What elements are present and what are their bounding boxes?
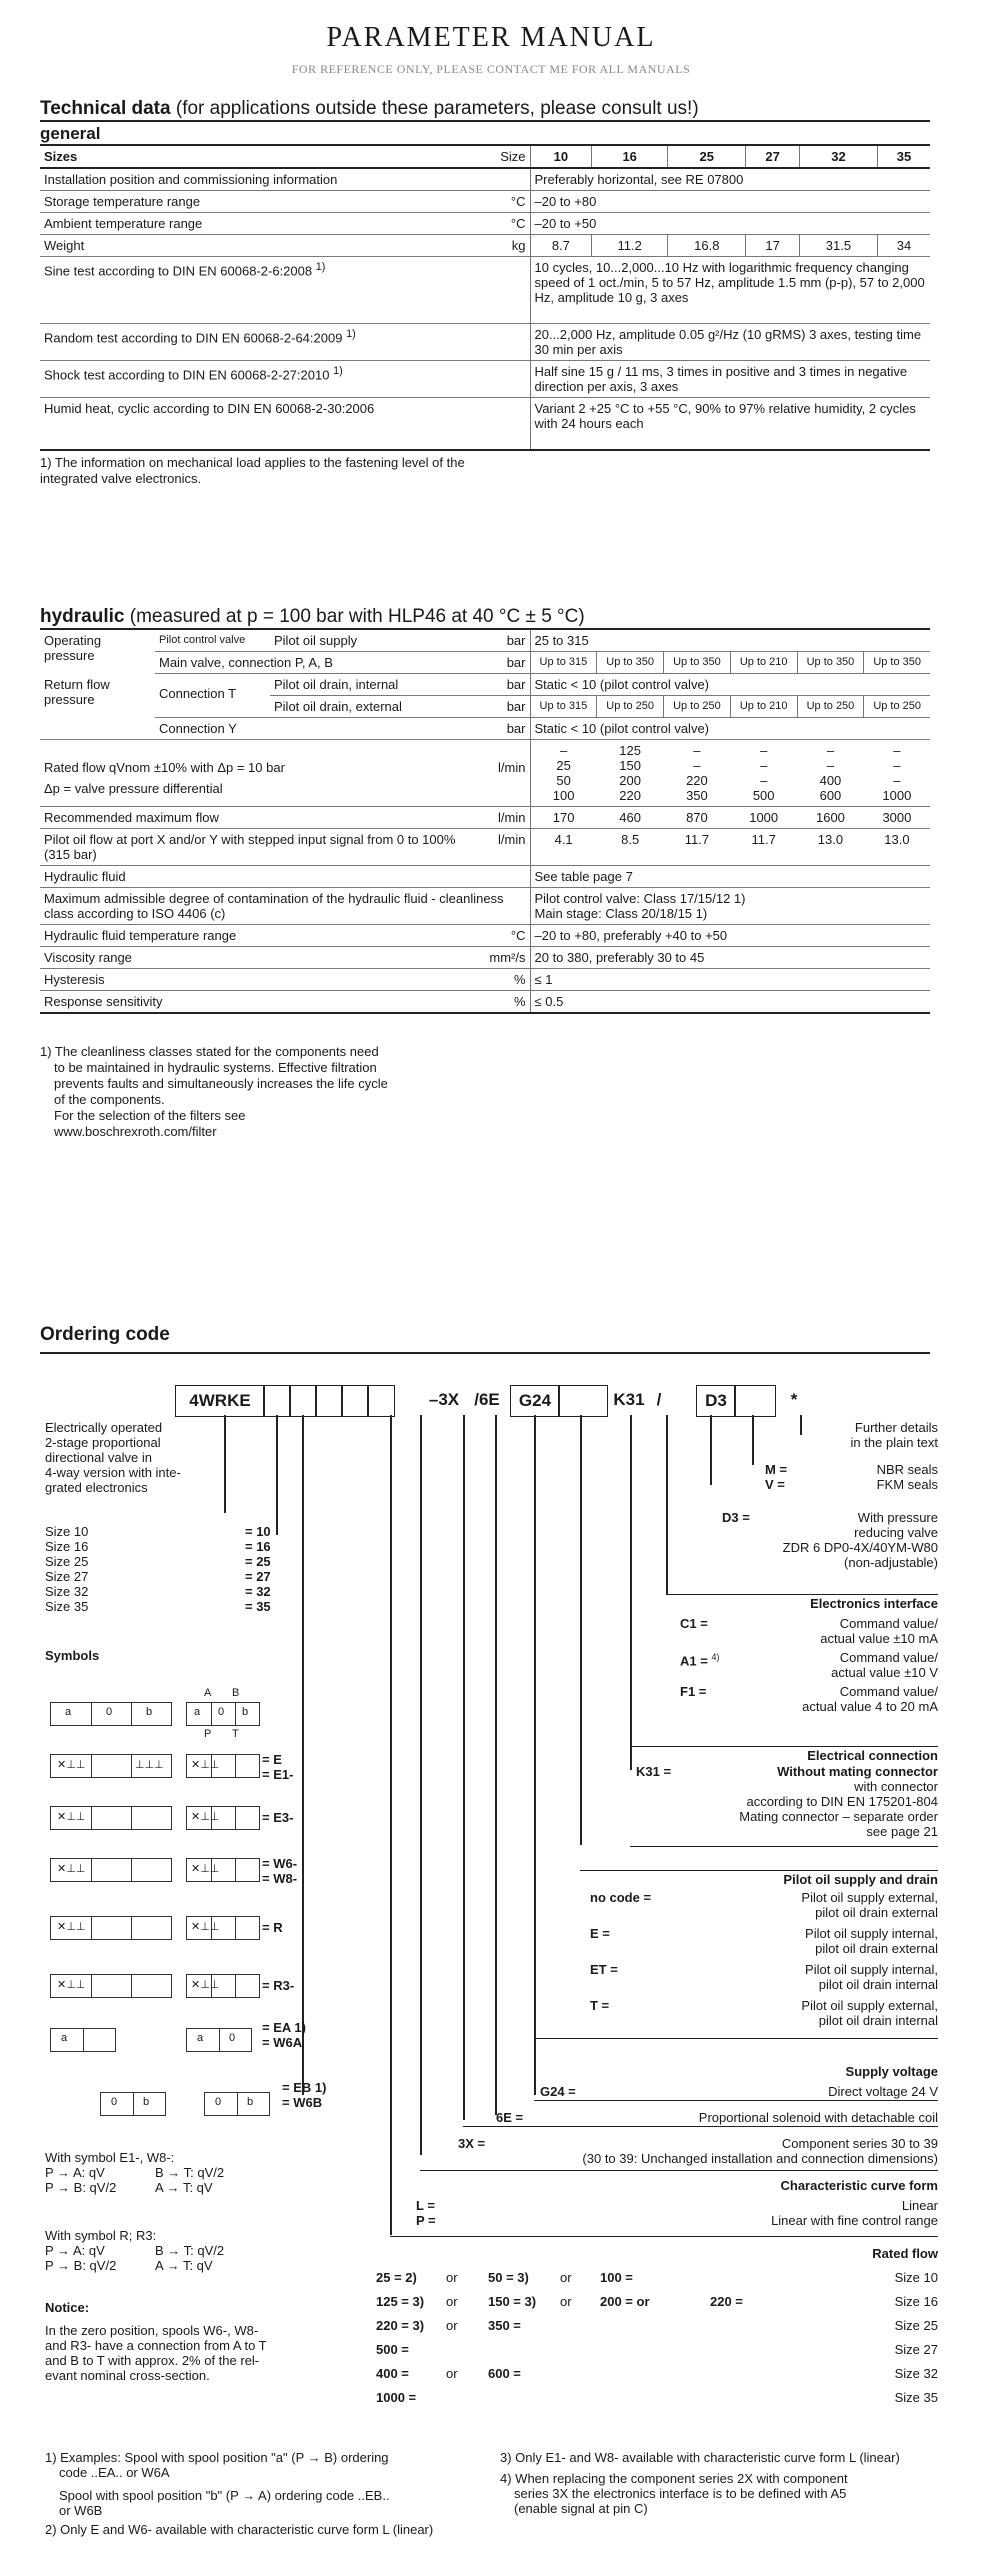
rated-flow-table [376,2270,938,2414]
list-item: 1000 = Size 35 [376,2390,938,2405]
table-row: Main valve, connection P, A, B bar Up to 315 Up to 350 Up to 350 Up to 210 Up to 350 Up to 350 [40,652,930,674]
6e-option: 6E = Proportional solenoid with detachable coil [496,2110,938,2125]
divider [40,1352,930,1354]
ordering-title: Ordering code [40,1324,170,1345]
page-title: PARAMETER MANUAL [326,22,656,53]
divider [630,1746,938,1747]
seal-options: M = NBR seals V = FKM seals [765,1462,938,1492]
connector-line [390,1415,392,2235]
valve-symbol-icon: a 0 b [186,1702,260,1726]
valve-description: Electrically operated 2-stage proportional directional valve in 4-way version with inte- grated electronics [45,1420,181,1495]
hydraulic-footnote: 1) The cleanliness classes stated for the components need to be maintained in hydraulic systems. Effective filtration prevents faults and simultaneously increases the life cycle of the components. For the selection of the filters see www.boschrexroth.com/filter [40,1044,388,1139]
code-box: G24 [510,1385,560,1417]
divider [390,2236,938,2237]
curve-options: L = Linear P = Linear with fine control range [416,2198,938,2228]
valve-symbol-icon: a 0 [186,2028,252,2052]
divider [420,2170,938,2171]
technical-data-title: Technical data (for applications outside these parameters, please consult us!) [40,98,930,122]
hydraulic-table [40,630,930,1014]
valve-symbol-icon: 0 b [204,2092,270,2116]
port-label: P [204,1728,212,1740]
connector-line [276,1415,278,1535]
list-item: 125 = 3) or 150 = 3) or 200 = or 220 = Size 16 [376,2294,938,2309]
code-box: D3 [696,1385,736,1417]
list-item: 25 = 2) or 50 = 3) or 100 = Size 10 [376,2270,938,2285]
port-label: B [232,1687,240,1699]
table-row: Ambient temperature range °C –20 to +50 [40,213,930,235]
symbol-code: = E = E1- [262,1752,294,1782]
3x-option: 3X = Component series 30 to 39 (30 to 39: Unchanged installation and connection dimensions) [458,2136,938,2166]
symbol-code: = EB 1) = W6B [282,2080,327,2110]
code-box: /6E [474,1390,500,1409]
notice: Notice: In the zero position, spools W6-, W8- and R3- have a connection from A to T and B to T with approx. 2% of the rel- evant nominal cross-section. [45,2300,267,2383]
rated-flow-heading: Rated flow [872,2246,938,2261]
connector-line [580,1415,582,1845]
symbol-code: = R [262,1920,283,1935]
interface-options: C1 = Command value/ actual value ±10 mA A1 = $^{4)}$ Command value/ actual value ±10 V F1 = Command value/ actual value 4 to 20 mA [680,1616,938,1714]
page-subtitle: FOR REFERENCE ONLY, PLEASE CONTACT ME FOR ALL MANUALS [291,62,691,76]
valve-symbol-icon: a [50,2028,116,2052]
code-box [289,1385,317,1417]
symbol-r-flows: With symbol R; R3: P → A: qV B → T: qV/2 P → B: qV/2 A → T: qV [45,2228,225,2273]
code-box [734,1385,776,1417]
connector-line [302,1415,304,2095]
valve-symbol-icon: ✕⊥⊥ [50,1974,172,1998]
port-label: A [204,1687,212,1699]
divider [463,2126,938,2127]
supply-heading: Supply voltage [845,2064,938,2079]
list-item: 220 = 3) or 350 = Size 25 [376,2318,938,2333]
connector-line [630,1415,632,1770]
connector-line [495,1415,497,2115]
rated-flow-row: Rated flow qVnom ±10% with Δp = 10 bar Δp = valve pressure differential l/min – 25 50 100 125 150 200 220 – – 220 350 – – – 500 – – 400 600 – – – 1000 [40,740,930,807]
pilot-heading: Pilot oil supply and drain [783,1872,938,1887]
divider [666,1594,938,1595]
table-row: Operating pressure Pilot control valve Pilot oil supply bar 25 to 315 [40,630,930,652]
symbol-code: = EA 1) = W6A [262,2020,306,2050]
electrical-connection-heading: Electrical connection [807,1748,938,1763]
valve-symbol-icon: ✕⊥⊥ [50,1858,172,1882]
footnotes-left: 1) Examples: Spool with spool position "a" (P → B) ordering code ..EA.. or W6A Spool with spool position "b" (P → A) ordering code ..EB.. or W6B 2) Only E and W6- available with characteristic curve form L (linear) [45,2450,434,2537]
port-label: T [232,1728,239,1740]
valve-symbol-icon: 0 b [100,2092,166,2116]
valve-symbol-icon: ✕⊥⊥ [186,1974,260,1998]
table-row: Storage temperature range °C –20 to +80 [40,191,930,213]
code-box: / [656,1390,662,1409]
valve-symbol-icon: ✕⊥⊥ [186,1916,260,1940]
d3-option: D3 = With pressure reducing valve ZDR 6 DP0-4X/40YM-W80 (non-adjustable) [722,1510,938,1570]
code-box [367,1385,395,1417]
table-row: Random test according to DIN EN 60068-2-64:2009 $^{1)}$ 20...2,000 Hz, amplitude 0.05 g²/Hz (10 gRMS) 3 axes, testing time 30 min per axis [40,324,930,361]
table-row: Connection Y bar Static < 10 (pilot control valve) [40,718,930,740]
footnotes-right: 3) Only E1- and W8- available with characteristic curve form L (linear) 4) When replacing the component series 2X with component series 3X the electronics interface is to be defined with A5 (enable signal at pin C) [500,2450,900,2516]
code-box [263,1385,291,1417]
valve-symbol-icon: ✕⊥⊥ [186,1858,260,1882]
table-row: Return flow pressure Connection T Pilot oil drain, internal bar Static < 10 (pilot control valve) [40,674,930,696]
table-row: Pilot oil flow at port X and/or Y with stepped input signal from 0 to 100% (315 bar) l/min 4.1 8.5 11.7 11.7 13.0 13.0 [40,829,930,866]
technical-footnote: 1) The information on mechanical load applies to the fastening level of the integrated valve electronics. [40,455,465,486]
list-item: 400 = or 600 = Size 32 [376,2366,938,2381]
code-box: K31 [613,1390,645,1409]
sizes-row: Sizes Size 10 16 25 27 32 35 [40,146,930,168]
table-row: Viscosity range mm²/s 20 to 380, preferably 30 to 45 [40,947,930,969]
table-row: Shock test according to DIN EN 60068-2-27:2010 $^{1)}$ Half sine 15 g / 11 ms, 3 times in positive and 3 times in negative direction per axis, 3 axes [40,361,930,398]
electronics-interface-heading: Electronics interface [810,1596,938,1611]
general-table [40,146,930,451]
connector-line [534,1415,536,2095]
table-row: Hydraulic fluid See table page 7 [40,866,930,888]
pilot-options: no code = Pilot oil supply external, pilot oil drain external E = Pilot oil supply internal, pilot oil drain external ET = Pilot oil supply internal, pilot oil drain internal T = Pilot oil supply external, pilot oil drain internal [590,1890,938,2028]
hydraulic-title: hydraulic (measured at p = 100 bar with HLP46 at 40 °C ± 5 °C) [40,606,930,630]
connector-line [463,1415,465,2120]
code-box: * [790,1390,798,1409]
connector-line [420,1415,422,2155]
valve-symbol-icon: ✕⊥⊥ [50,1806,172,1830]
code-box: 4WRKE [175,1385,265,1417]
table-row: Installation position and commissioning information Preferably horizontal, see RE 07800 [40,168,930,191]
valve-symbol-icon: ✕⊥⊥ ⊥⊥⊥ [50,1754,172,1778]
size-list: Size 10 = 10 Size 16 = 16 Size 25 = 25 Size 27 = 27 Size 32 = 32 Size 35 = 35 [45,1524,271,1614]
technical-data-section [40,98,930,487]
table-row: Maximum admissible degree of contamination of the hydraulic fluid - cleanliness class according to ISO 4406 (c) Pilot control valve: Class 17/15/12 1) Main stage: Class 20/18/15 1) [40,888,930,925]
symbol-code: = W6- = W8- [262,1856,298,1886]
page-header [0,22,982,77]
valve-symbol-icon: ✕⊥⊥ [186,1806,260,1830]
symbols-label: Symbols [45,1648,100,1663]
valve-symbol-icon: a 0 b [50,1702,172,1726]
table-row: Hydraulic fluid temperature range °C –20 to +80, preferably +40 to +50 [40,925,930,947]
connector-line [666,1415,668,1595]
table-row: Recommended maximum flow l/min 170 460 870 1000 1600 3000 [40,807,930,829]
hydraulic-section [40,606,930,1140]
g24-option: G24 = Direct voltage 24 V [540,2084,938,2099]
symbol-e1-flows: With symbol E1-, W8-: P → A: qV B → T: qV/2 P → B: qV/2 A → T: qV [45,2150,225,2195]
weight-row: Weight kg 8.7 11.2 16.8 17 31.5 34 [40,235,930,257]
list-item: 500 = Size 27 [376,2342,938,2357]
general-heading: general [40,124,930,146]
divider [534,2038,938,2039]
valve-symbol-icon: ✕⊥⊥ [186,1754,260,1778]
divider [630,1846,938,1847]
table-row: Sine test according to DIN EN 60068-2-6:2008 $^{1)}$ 10 cycles, 10...2,000...10 Hz with logarithmic frequency changing speed of 1 oct./min, 5 to 57 Hz, amplitude 1.5 mm (p-p), 57 to 2,000 Hz, amplitude 10 g, 3 axes [40,257,930,324]
code-box [558,1385,608,1417]
code-box [341,1385,369,1417]
table-row: Humid heat, cyclic according to DIN EN 60068-2-30:2006 Variant 2 +25 °C to +55 °C, 90% to 97% relative humidity, 2 cycles with 24 hours each [40,398,930,451]
divider [534,2100,938,2101]
k31-option: K31 = Without mating connector with connector according to DIN EN 175201-804 Mating connector – separate order see page 21 [636,1764,938,1839]
curve-heading: Characteristic curve form [780,2178,938,2193]
symbol-code: = E3- [262,1810,294,1825]
divider [580,1870,938,1871]
table-row: Response sensitivity % ≤ 0.5 [40,991,930,1014]
symbol-code: = R3- [262,1978,295,1993]
further-details: Further details in the plain text [850,1420,938,1450]
code-box: –3X [428,1390,460,1409]
valve-symbol-icon: ✕⊥⊥ [50,1916,172,1940]
table-row: Pilot oil drain, external bar Up to 315 Up to 250 Up to 250 Up to 210 Up to 250 Up to 250 [40,696,930,718]
code-box [315,1385,343,1417]
table-row: Hysteresis % ≤ 1 [40,969,930,991]
